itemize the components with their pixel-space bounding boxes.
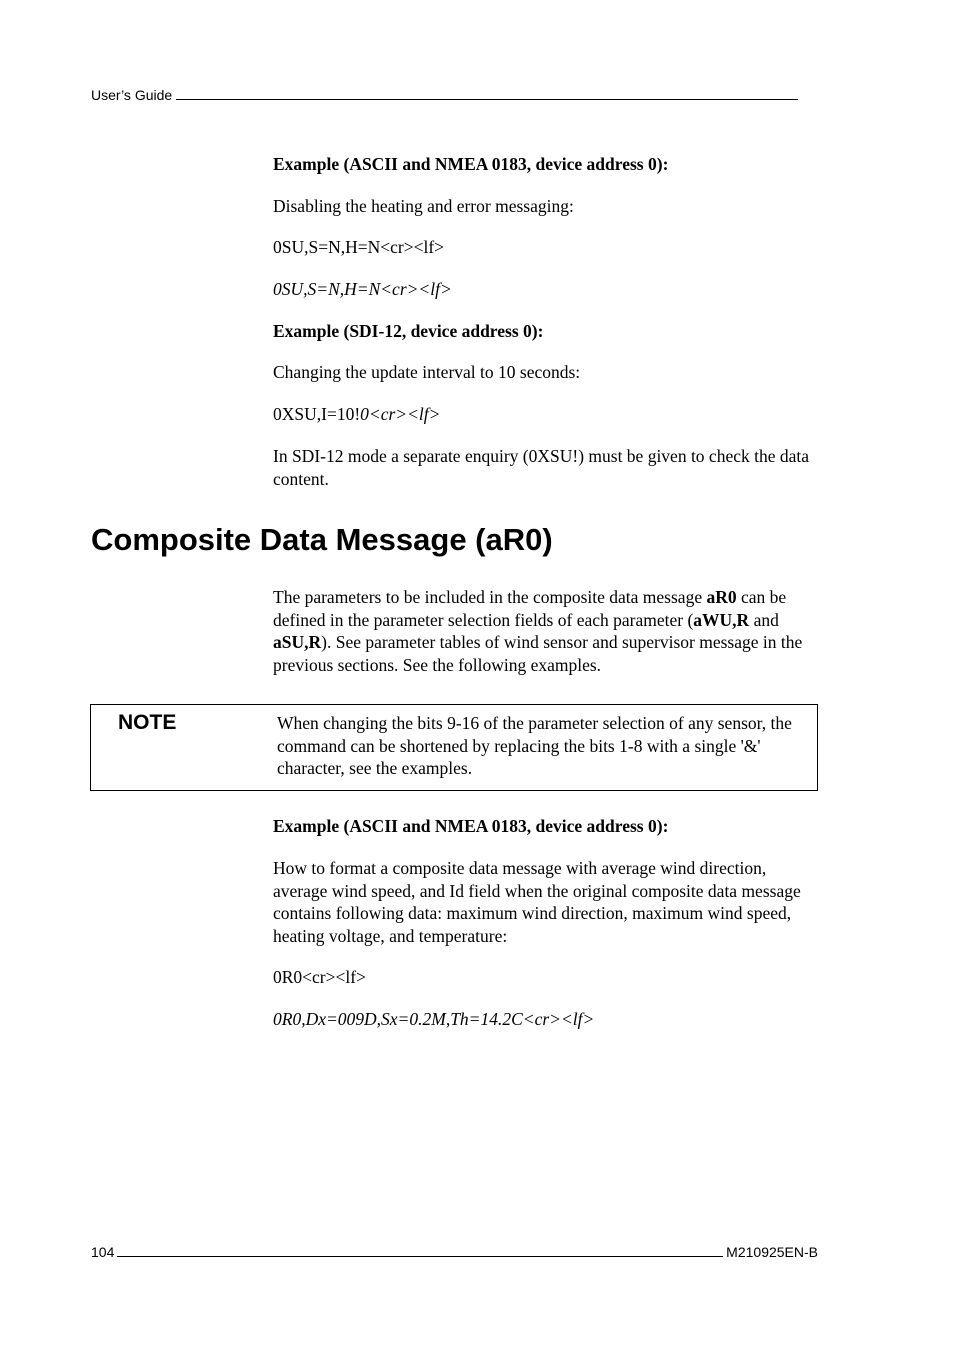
note-label: NOTE [118, 711, 177, 734]
page-number: 104 [91, 1244, 115, 1260]
intro-bold-asur: aSU,R [273, 632, 322, 653]
note-text: When changing the bits 9-16 of the parameter selection of any sensor, the command can be shortened by replacing the bits 1-8 with a single '&' character, see the examples. [277, 713, 792, 779]
section-title: Composite Data Message (aR0) [91, 522, 553, 557]
example2-command-line [273, 403, 818, 426]
example3-command: 0R0<cr><lf> [273, 967, 366, 987]
example1-heading: Example (ASCII and NMEA 0183, device address 0): [273, 154, 669, 174]
example3-response: 0R0,Dx=009D,Sx=0.2M,Th=14.2C<cr><lf> [273, 1009, 595, 1029]
example2-description: Changing the update interval to 10 seconds: [273, 362, 581, 382]
header-title: User’s Guide [91, 87, 173, 103]
intro-text-g: ). See parameter tables of wind sensor and supervisor message in the previous sections. See the following examples. [273, 632, 803, 675]
example3-heading: Example (ASCII and NMEA 0183, device address 0): [273, 816, 669, 836]
note-box [90, 704, 818, 791]
example2-response: 0<cr><lf> [360, 404, 441, 424]
intro-bold-ar0: aR0 [706, 587, 737, 607]
intro-text-c: can be defined in the parameter selection fields of each parameter ( [273, 587, 787, 630]
intro-bold-awur: aWU,R [693, 609, 750, 630]
page-footer [91, 1244, 818, 1260]
sdi12-note-paragraph: In SDI-12 mode a separate enquiry (0XSU!) must be given to check the data content. [273, 446, 810, 489]
example2-heading: Example (SDI-12, device address 0): [273, 321, 544, 341]
intro-text-e: and [749, 609, 779, 630]
document-code: M210925EN-B [726, 1244, 818, 1260]
intro-text-a: The parameters to be included in the composite data message [273, 587, 707, 607]
example2-command: 0XSU,I=10! [273, 404, 361, 424]
example1-description: Disabling the heating and error messaging: [273, 196, 574, 216]
example1-response: 0SU,S=N,H=N<cr><lf> [273, 279, 452, 299]
composite-intro-paragraph [273, 586, 818, 676]
example1-command: 0SU,S=N,H=N<cr><lf> [273, 237, 445, 257]
header-rule [176, 87, 798, 100]
running-header [91, 87, 798, 103]
footer-rule [117, 1244, 723, 1257]
example3-description: How to format a composite data message with average wind direction, average wind speed, and Id field when the original composite data message contains following data: maximum wind direction, maximum wind speed, heating voltage, and temperature: [273, 858, 801, 946]
